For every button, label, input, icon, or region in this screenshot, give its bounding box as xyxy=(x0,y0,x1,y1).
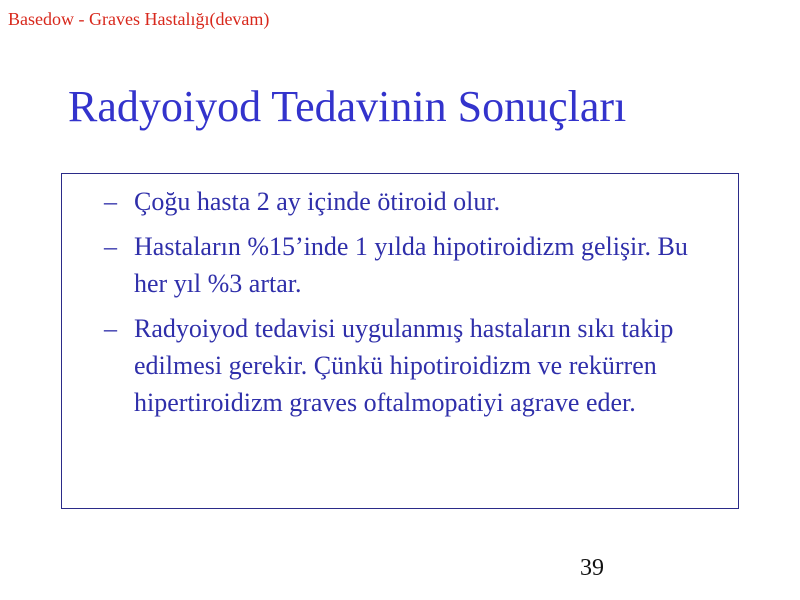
bullet-text: Çoğu hasta 2 ay içinde ötiroid olur. xyxy=(134,187,501,216)
bullet-dash-icon: – xyxy=(104,232,117,261)
section-header: Basedow - Graves Hastalığı(devam) xyxy=(8,9,270,29)
content-box xyxy=(61,173,739,509)
bullet-item xyxy=(104,183,724,220)
bullet-item xyxy=(104,228,724,302)
page-number: 39 xyxy=(580,555,604,581)
bullet-dash-icon: – xyxy=(104,314,117,343)
slide-title: Radyoiyod Tedavinin Sonuçları xyxy=(68,82,627,131)
bullet-list xyxy=(104,183,724,429)
bullet-item xyxy=(104,310,724,421)
bullet-dash-icon: – xyxy=(104,187,117,216)
bullet-text: Hastaların %15’inde 1 yılda hipotiroidizm gelişir. Bu her yıl %3 artar. xyxy=(134,232,688,298)
bullet-text: Radyoiyod tedavisi uygulanmış hastaların sıkı takip edilmesi gerekir. Çünkü hipotiroidizm ve rekürren hipertiroidizm graves oftalmopatiyi agrave eder. xyxy=(134,314,674,417)
